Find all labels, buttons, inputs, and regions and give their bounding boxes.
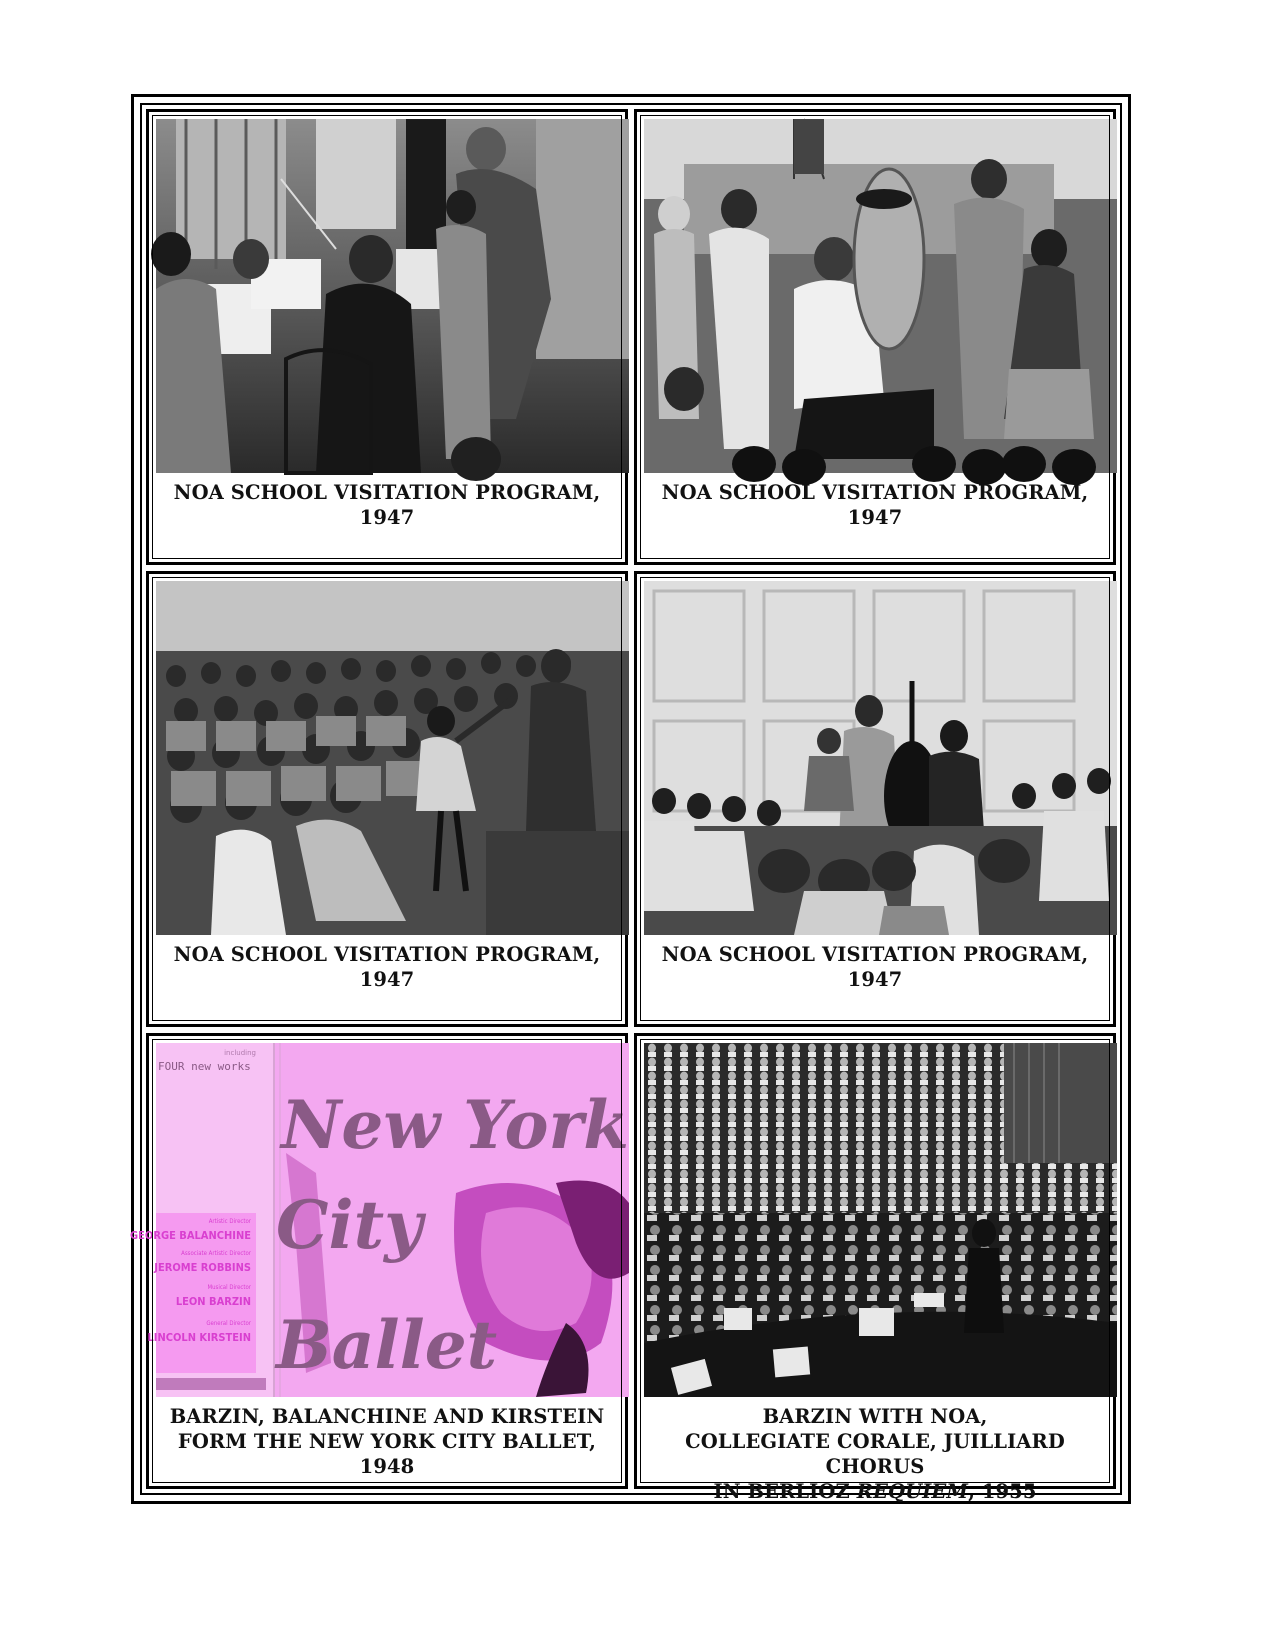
cover-title-3: Ballet	[276, 1306, 498, 1384]
credit-role: Associate Artistic Director	[181, 1250, 251, 1257]
caption-line: NOA SCHOOL VISITATION PROGRAM, 1947	[661, 481, 1089, 529]
page-frame	[131, 94, 1131, 1504]
photo-panel-6	[634, 1033, 1116, 1503]
double-bass-demonstration-photo	[644, 581, 1117, 935]
photo-panel-5	[130, 1033, 630, 1489]
page-frame-inner	[130, 103, 1122, 1503]
tuba-demonstration-photo	[644, 119, 1117, 473]
caption-text: , 1955	[968, 1480, 1037, 1503]
photo-caption	[155, 942, 619, 992]
credit-name: GEORGE BALANCHINE	[130, 1229, 251, 1242]
photo-panel-4	[634, 571, 1116, 1027]
credit-role: Musical Director	[207, 1284, 251, 1291]
orchestra-rehearsal-photo	[156, 119, 629, 473]
credit-name: LEON BARZIN	[175, 1295, 251, 1308]
auditorium-dance-photo	[156, 581, 629, 935]
photo-caption	[643, 480, 1107, 530]
caption-line: NOA SCHOOL VISITATION PROGRAM, 1947	[173, 481, 601, 529]
cover-top-small: including	[224, 1049, 256, 1057]
cover-title-2: City	[276, 1186, 423, 1264]
ballet-program-cover	[130, 1043, 630, 1397]
photo-panel-2	[634, 109, 1116, 565]
credit-role: General Director	[206, 1320, 251, 1327]
cover-top-line: FOUR new works	[158, 1060, 251, 1073]
credit-name: JEROME ROBBINS	[154, 1261, 251, 1274]
photo-panel-1	[146, 109, 628, 565]
credit-role: Artistic Director	[208, 1218, 251, 1225]
credit-name: LINCOLN KIRSTEIN	[147, 1331, 251, 1344]
caption-line: NOA SCHOOL VISITATION PROGRAM, 1947	[173, 943, 601, 991]
caption-line: BARZIN, BALANCHINE AND KIRSTEIN	[169, 1405, 605, 1428]
photo-panel-3	[146, 571, 628, 1027]
caption-line	[643, 1479, 1107, 1504]
photo-caption	[643, 1404, 1107, 1504]
caption-line: BARZIN WITH NOA,	[762, 1405, 988, 1428]
chorus-orchestra-photo	[644, 1043, 1117, 1397]
photo-grid	[130, 109, 1116, 1503]
caption-italic-title: REQUIEM	[856, 1480, 969, 1503]
caption-line: FORM THE NEW YORK CITY BALLET, 1948	[177, 1430, 597, 1478]
photo-caption	[155, 480, 619, 530]
cover-title-1: New York	[281, 1086, 630, 1164]
photo-caption	[155, 1404, 619, 1479]
caption-line: NOA SCHOOL VISITATION PROGRAM, 1947	[661, 943, 1089, 991]
caption-text: IN BERLIOZ	[713, 1480, 857, 1503]
photo-caption	[643, 942, 1107, 992]
caption-line: COLLEGIATE CORALE, JUILLIARD CHORUS	[685, 1430, 1065, 1478]
